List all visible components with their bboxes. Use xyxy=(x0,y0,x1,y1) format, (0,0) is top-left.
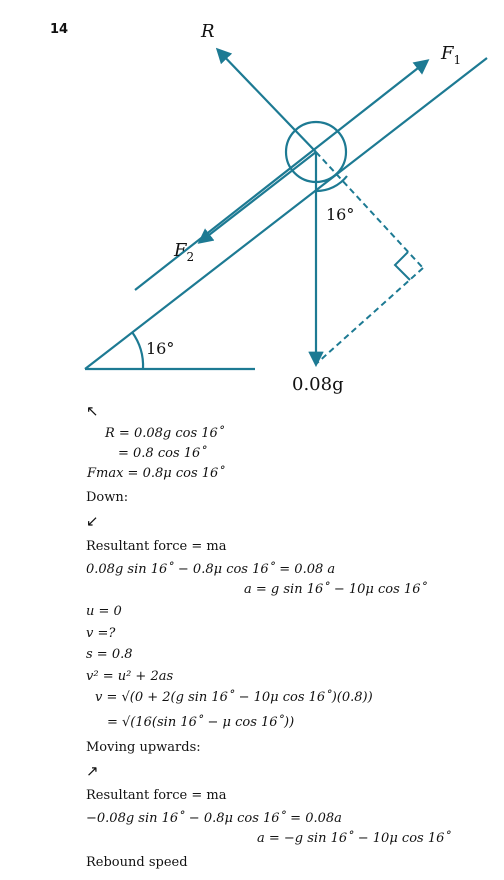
working-line-12: = √(16(sin 16˚ − μ cos 16˚)) xyxy=(107,715,295,730)
working-line-1: R = 0.08g cos 16˚ xyxy=(105,426,225,441)
working-line-6: a = g sin 16˚ − 10μ cos 16˚ xyxy=(244,582,427,597)
arrow-up-right-icon: ↗ xyxy=(86,762,99,780)
working-line-7: u = 0 xyxy=(86,604,122,619)
arrow-down-left-icon: ↙ xyxy=(86,512,99,530)
label-f2: $F_2$ xyxy=(174,240,195,264)
label-angle-top: 16° xyxy=(326,205,355,224)
base-angle-arc xyxy=(132,332,143,369)
working-line-13: Resultant force = ma xyxy=(86,788,227,803)
working-line-8: v =? xyxy=(86,626,116,641)
moving-upwards-heading: Moving upwards: xyxy=(86,740,201,755)
force-diagram xyxy=(0,0,504,400)
label-f1: $F_1$ xyxy=(441,43,462,67)
working-line-11: v = √(0 + 2(g sin 16˚ − 10μ cos 16˚)(0.8)) xyxy=(95,690,373,705)
question-number: 14 xyxy=(50,22,69,37)
down-heading: Down: xyxy=(86,490,129,505)
dashed-component-2 xyxy=(316,268,423,364)
working-line-2: = 0.8 cos 16˚ xyxy=(118,446,207,461)
working-line-9: s = 0.8 xyxy=(86,647,133,662)
working-line-5: 0.08g sin 16˚ − 0.8μ cos 16˚ = 0.08 a xyxy=(86,562,336,577)
arrow-up-left-icon: ↖ xyxy=(86,402,99,420)
label-angle-base: 16° xyxy=(146,339,175,358)
working-line-14: −0.08g sin 16˚ − 0.8μ cos 16˚ = 0.08a xyxy=(86,811,342,826)
working-line-10: v² = u² + 2as xyxy=(86,669,174,684)
r-arrow xyxy=(218,50,316,152)
working-line-3: Fmax = 0.8μ cos 16˚ xyxy=(87,466,225,481)
working-line-4: Resultant force = ma xyxy=(86,539,227,554)
f2-arrow xyxy=(200,152,316,242)
incline-line xyxy=(85,58,487,369)
rebound-speed-heading: Rebound speed xyxy=(86,855,188,870)
working-line-15: a = −g sin 16˚ − 10μ cos 16˚ xyxy=(257,831,451,846)
label-r: R xyxy=(201,21,215,42)
label-weight: 0.08g xyxy=(292,374,344,395)
right-angle-marker xyxy=(395,252,410,280)
